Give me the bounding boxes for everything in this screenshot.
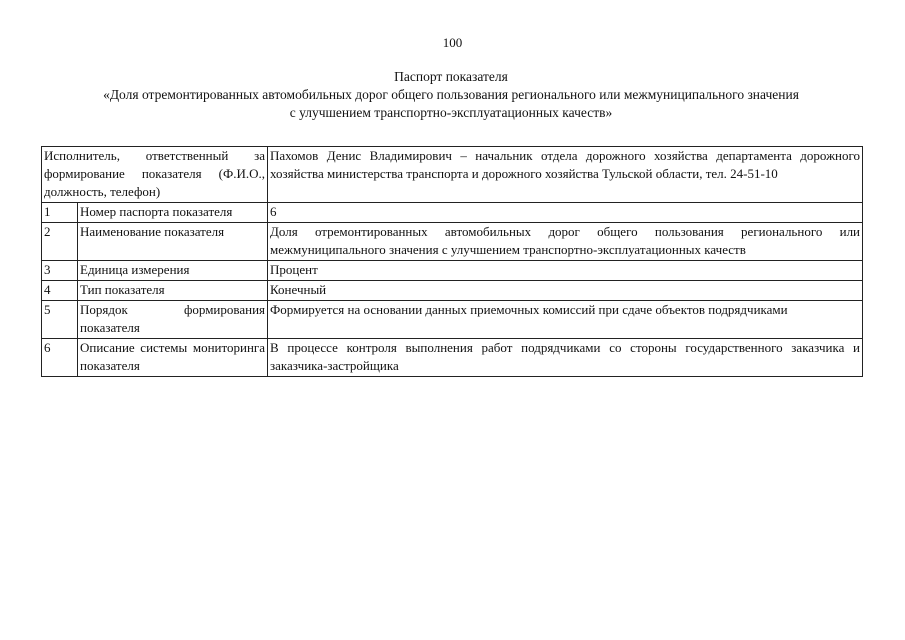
row-value: Процент [268, 261, 863, 281]
table-row [42, 261, 863, 281]
row-label: Тип показателя [78, 281, 268, 301]
title-line-1: Паспорт показателя [394, 69, 508, 84]
row-value: 6 [268, 203, 863, 223]
executor-label: Исполнитель, ответственный за формирование показателя (Ф.И.О., должность, телефон) [42, 147, 268, 203]
row-label: Порядок формирования показателя [78, 301, 268, 339]
title-line-2: «Доля отремонтированных автомобильных дорог общего пользования регионального или межмуниципального значения [103, 87, 799, 102]
row-number: 6 [42, 339, 78, 377]
row-value: В процессе контроля выполнения работ подрядчиками со стороны государственного заказчика и заказчика-застройщика [268, 339, 863, 377]
row-number: 4 [42, 281, 78, 301]
table-row [42, 281, 863, 301]
row-value: Конечный [268, 281, 863, 301]
table-row-executor [42, 147, 863, 203]
indicator-passport-table [41, 146, 863, 377]
row-number: 1 [42, 203, 78, 223]
table-row [42, 223, 863, 261]
row-number: 5 [42, 301, 78, 339]
row-label: Номер паспорта показателя [78, 203, 268, 223]
row-label: Наименование показателя [78, 223, 268, 261]
table-row [42, 339, 863, 377]
executor-value: Пахомов Денис Владимирович – начальник отдела дорожного хозяйства департамента дорожного хозяйства министерства транспорта и дорожного хозяйства Тульской области, тел. 24-51-10 [268, 147, 863, 203]
row-number: 3 [42, 261, 78, 281]
title-line-3: с улучшением транспортно-эксплуатационных качеств» [289, 105, 613, 120]
row-value: Формируется на основании данных приемочных комиссий при сдаче объектов подрядчиками [268, 301, 863, 339]
row-number: 2 [42, 223, 78, 261]
row-label: Описание системы мониторинга показателя [78, 339, 268, 377]
page-number: 100 [442, 35, 463, 50]
document-title [40, 68, 862, 122]
row-label: Единица измерения [78, 261, 268, 281]
table-row [42, 301, 863, 339]
row-value: Доля отремонтированных автомобильных дорог общего пользования регионального или межмуниципального значения с улучшением транспортно-эксплуатационных качеств [268, 223, 863, 261]
table-row [42, 203, 863, 223]
